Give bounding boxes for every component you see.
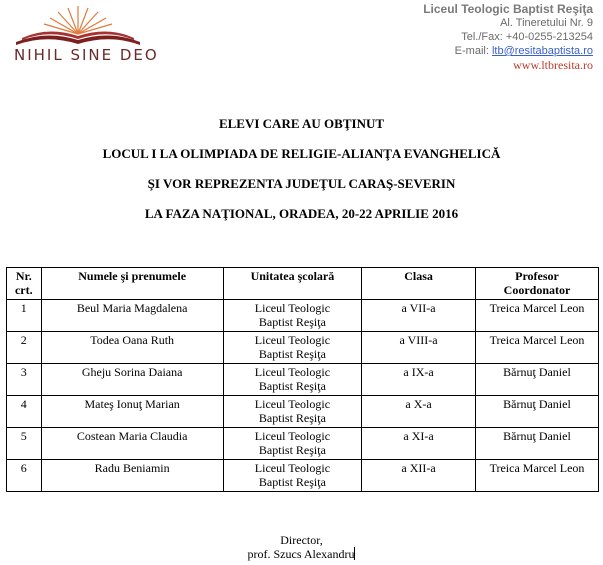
title-line-3: ŞI VOR REPREZENTA JUDEŢUL CARAŞ-SEVERIN (147, 176, 456, 191)
cell-class: a VIII-a (362, 332, 476, 364)
table-row (7, 460, 599, 492)
title-line-2: LOCUL I LA OLIMPIADA DE RELIGIE-ALIANŢA EVANGHELICĂ (102, 146, 501, 161)
cell-unit: Liceul Teologic Baptist Reşiţa (223, 460, 361, 492)
website-link[interactable]: www.ltbresita.ro (513, 58, 593, 72)
cell-class: a VII-a (362, 300, 476, 332)
cell-unit: Liceul Teologic Baptist Reşiţa (223, 332, 361, 364)
cell-professor: Bărnuţ Daniel (475, 428, 598, 460)
cell-nr: 5 (7, 428, 42, 460)
cell-class: a X-a (362, 396, 476, 428)
cell-professor: Treica Marcel Leon (475, 300, 598, 332)
cell-unit: Liceul Teologic Baptist Reşiţa (223, 396, 361, 428)
cell-name: Beul Maria Magdalena (41, 300, 223, 332)
header-name: Numele şi prenumele (41, 268, 223, 300)
email-link[interactable]: ltb@resitabaptista.ro (491, 45, 593, 57)
cell-name: Costean Maria Claudia (41, 428, 223, 460)
cell-name: Mateş Ionuţ Marian (41, 396, 223, 428)
school-phone: Tel./Fax: +40-0255-213254 (461, 31, 593, 43)
school-address: Al. Tineretului Nr. 9 (500, 17, 593, 29)
table-row (7, 364, 599, 396)
signature-name-line (0, 547, 603, 561)
signature-block (0, 533, 603, 561)
cell-nr: 2 (7, 332, 42, 364)
cell-nr: 6 (7, 460, 42, 492)
cell-nr: 4 (7, 396, 42, 428)
header-unit: Unitatea şcolară (223, 268, 361, 300)
cell-professor: Treica Marcel Leon (475, 460, 598, 492)
header-professor: Profesor Coordonator (475, 268, 598, 300)
table-row (7, 428, 599, 460)
cell-professor: Treica Marcel Leon (475, 332, 598, 364)
header-nr: Nr. crt. (7, 268, 42, 300)
cell-class: a XII-a (362, 460, 476, 492)
signature-role: Director, (280, 533, 323, 547)
cell-nr: 3 (7, 364, 42, 396)
email-label: E-mail: (454, 45, 492, 57)
title-line-4: LA FAZA NAŢIONAL, ORADEA, 20-22 APRILIE 2016 (144, 206, 459, 221)
title-line-1: ELEVI CARE AU OBŢINUT (218, 116, 385, 131)
cell-nr: 1 (7, 300, 42, 332)
school-name: Liceul Teologic Baptist Reşiţa (423, 2, 593, 16)
school-email-line (423, 44, 593, 58)
school-logo (6, 4, 171, 94)
cell-class: a XI-a (362, 428, 476, 460)
signature-name: prof. Szucs Alexandru (247, 547, 355, 561)
cell-professor: Bărnuţ Daniel (475, 364, 598, 396)
contact-block (423, 2, 593, 72)
table-row (7, 300, 599, 332)
cell-name: Radu Beniamin (41, 460, 223, 492)
cell-name: Todea Oana Ruth (41, 332, 223, 364)
cell-name: Gheju Sorina Daiana (41, 364, 223, 396)
cell-unit: Liceul Teologic Baptist Reşiţa (223, 300, 361, 332)
cell-unit: Liceul Teologic Baptist Reşiţa (223, 364, 361, 396)
cell-class: a IX-a (362, 364, 476, 396)
table-header-row (7, 268, 599, 300)
logo-motto: NIHIL SINE DEO (14, 46, 159, 64)
cell-unit: Liceul Teologic Baptist Reşiţa (223, 428, 361, 460)
table-row (7, 332, 599, 364)
cell-professor: Bărnuţ Daniel (475, 396, 598, 428)
open-book-rays-icon (6, 4, 171, 48)
table-row (7, 396, 599, 428)
results-table (6, 267, 599, 492)
text-cursor (354, 547, 355, 560)
document-titles (0, 116, 603, 236)
header-class: Clasa (362, 268, 476, 300)
